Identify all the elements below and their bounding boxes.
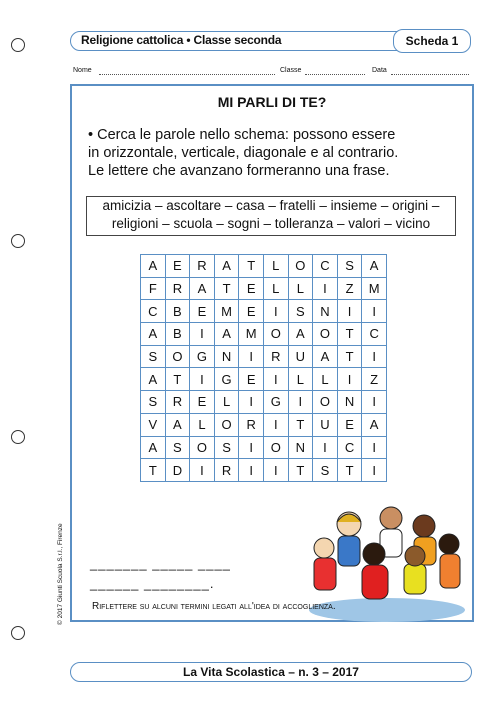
binder-hole-3 — [11, 430, 25, 444]
grid-cell[interactable]: S — [288, 300, 313, 323]
grid-cell[interactable]: A — [214, 255, 239, 278]
grid-cell[interactable]: A — [313, 345, 338, 368]
grid-cell[interactable]: R — [263, 345, 288, 368]
grid-cell[interactable]: A — [362, 413, 387, 436]
grid-cell[interactable]: O — [165, 345, 190, 368]
grid-row — [141, 300, 387, 323]
grid-cell[interactable]: G — [263, 391, 288, 414]
grid-cell[interactable]: L — [190, 413, 215, 436]
grid-cell[interactable]: C — [313, 255, 338, 278]
grid-cell[interactable]: D — [165, 459, 190, 482]
grid-cell[interactable]: I — [263, 459, 288, 482]
grid-cell[interactable]: C — [141, 300, 166, 323]
grid-cell[interactable]: A — [362, 255, 387, 278]
grid-cell[interactable]: A — [141, 436, 166, 459]
grid-cell[interactable]: N — [313, 300, 338, 323]
grid-cell[interactable]: T — [337, 323, 362, 346]
grid-cell[interactable]: I — [362, 436, 387, 459]
grid-cell[interactable]: O — [263, 436, 288, 459]
header-bar — [70, 31, 470, 51]
instructions — [88, 126, 458, 180]
grid-cell[interactable]: E — [337, 413, 362, 436]
grid-cell[interactable]: L — [288, 277, 313, 300]
grid-cell[interactable]: I — [190, 459, 215, 482]
grid-row — [141, 391, 387, 414]
grid-row — [141, 277, 387, 300]
instruction-line: Le lettere che avanzano formeranno una frase. — [88, 163, 390, 179]
grid-cell[interactable]: O — [263, 323, 288, 346]
grid-cell[interactable]: R — [190, 255, 215, 278]
subject-label: Religione cattolica • Classe seconda — [81, 33, 282, 47]
grid-cell[interactable]: I — [190, 368, 215, 391]
grid-cell[interactable]: I — [263, 300, 288, 323]
grid-cell[interactable]: B — [165, 300, 190, 323]
grid-cell[interactable]: T — [288, 413, 313, 436]
date-field[interactable] — [391, 74, 469, 75]
grid-row — [141, 323, 387, 346]
grid-cell[interactable]: E — [239, 368, 264, 391]
grid-cell[interactable]: R — [239, 413, 264, 436]
grid-cell[interactable]: F — [141, 277, 166, 300]
name-field[interactable] — [99, 74, 275, 75]
grid-cell[interactable]: S — [337, 255, 362, 278]
grid-cell[interactable]: M — [214, 300, 239, 323]
grid-cell[interactable]: S — [141, 345, 166, 368]
grid-cell[interactable]: N — [214, 345, 239, 368]
class-label: Classe — [280, 67, 302, 74]
grid-cell[interactable]: A — [214, 323, 239, 346]
grid-row — [141, 368, 387, 391]
grid-cell[interactable]: O — [214, 413, 239, 436]
grid-cell[interactable]: T — [239, 255, 264, 278]
grid-row — [141, 345, 387, 368]
word-list-line: religioni – scuola – sogni – tolleranza – valori – vicino — [111, 216, 431, 231]
grid-cell[interactable]: O — [288, 255, 313, 278]
grid-cell[interactable]: S — [214, 436, 239, 459]
grid-row — [141, 436, 387, 459]
binder-hole-2 — [11, 234, 25, 248]
grid-cell[interactable]: A — [165, 413, 190, 436]
grid-cell[interactable]: R — [165, 277, 190, 300]
grid-cell[interactable]: L — [263, 277, 288, 300]
grid-cell[interactable]: L — [313, 368, 338, 391]
grid-cell[interactable]: I — [190, 323, 215, 346]
grid-cell[interactable]: U — [313, 413, 338, 436]
grid-cell[interactable]: E — [239, 277, 264, 300]
grid-cell[interactable]: T — [288, 459, 313, 482]
grid-cell[interactable]: C — [337, 436, 362, 459]
grid-cell[interactable]: R — [165, 391, 190, 414]
class-field[interactable] — [305, 74, 365, 75]
grid-cell[interactable]: T — [337, 459, 362, 482]
grid-cell[interactable]: I — [263, 368, 288, 391]
grid-cell[interactable]: I — [362, 459, 387, 482]
grid-cell[interactable]: E — [165, 255, 190, 278]
instruction-line: • Cerca le parole nello schema: possono essere — [88, 127, 396, 143]
grid-cell[interactable]: A — [190, 277, 215, 300]
grid-cell[interactable]: L — [214, 391, 239, 414]
grid-cell[interactable]: T — [214, 277, 239, 300]
word-list-line: amicizia – ascoltare – casa – fratelli – insieme – origini – — [102, 198, 440, 213]
worksheet-frame — [70, 84, 474, 622]
footer-bar: La Vita Scolastica – n. 3 – 2017 — [70, 662, 472, 682]
grid-cell[interactable]: N — [337, 391, 362, 414]
grid-cell[interactable]: N — [288, 436, 313, 459]
grid-cell[interactable]: I — [337, 300, 362, 323]
answer-line: _______ _____ ____ — [90, 556, 231, 571]
grid-cell[interactable]: A — [141, 323, 166, 346]
grid-cell[interactable]: I — [239, 391, 264, 414]
grid-cell[interactable]: M — [239, 323, 264, 346]
grid-cell[interactable]: I — [313, 436, 338, 459]
grid-cell[interactable]: G — [214, 368, 239, 391]
grid-row — [141, 413, 387, 436]
grid-row — [141, 255, 387, 278]
grid-cell[interactable]: S — [165, 436, 190, 459]
grid-cell[interactable]: I — [263, 413, 288, 436]
grid-cell[interactable]: I — [288, 391, 313, 414]
grid-cell[interactable]: U — [288, 345, 313, 368]
grid-cell[interactable]: M — [362, 277, 387, 300]
binder-hole-1 — [11, 38, 25, 52]
word-list-box — [86, 196, 456, 236]
reflection-note: Riflettere su alcuni termini legati all'idea di accoglienza. — [92, 601, 336, 612]
grid-cell[interactable]: O — [190, 436, 215, 459]
grid-cell[interactable]: T — [165, 368, 190, 391]
grid-cell[interactable]: L — [263, 255, 288, 278]
grid-cell[interactable]: Z — [362, 368, 387, 391]
answer-line: ______ ________. — [90, 576, 215, 591]
grid-row — [141, 459, 387, 482]
grid-cell[interactable]: A — [288, 323, 313, 346]
instruction-line: in orizzontale, verticale, diagonale e al contrario. — [88, 145, 399, 161]
grid-cell[interactable]: Z — [337, 277, 362, 300]
grid-cell[interactable]: I — [362, 391, 387, 414]
grid-cell[interactable]: T — [141, 459, 166, 482]
sheet-tab: Scheda 1 — [393, 29, 471, 53]
grid-cell[interactable]: V — [141, 413, 166, 436]
copyright: © 2017 Giunti Scuola S.r.l., Firenze — [57, 523, 64, 625]
grid-cell[interactable]: I — [239, 436, 264, 459]
grid-cell[interactable]: B — [165, 323, 190, 346]
grid-cell[interactable]: O — [313, 391, 338, 414]
grid-cell[interactable]: I — [362, 345, 387, 368]
grid-cell[interactable]: E — [239, 300, 264, 323]
grid-cell[interactable]: I — [239, 459, 264, 482]
word-search-grid — [140, 254, 387, 482]
grid-cell[interactable]: I — [362, 300, 387, 323]
grid-cell[interactable]: C — [362, 323, 387, 346]
name-label: Nome — [73, 67, 92, 74]
grid-cell[interactable]: R — [214, 459, 239, 482]
grid-cell[interactable]: A — [141, 255, 166, 278]
grid-cell[interactable]: L — [288, 368, 313, 391]
grid-cell[interactable]: O — [313, 323, 338, 346]
grid-cell[interactable]: S — [313, 459, 338, 482]
grid-cell[interactable]: A — [141, 368, 166, 391]
grid-cell[interactable]: G — [190, 345, 215, 368]
grid-cell[interactable]: T — [337, 345, 362, 368]
answer-blanks[interactable] — [90, 554, 231, 594]
grid-cell[interactable]: I — [337, 368, 362, 391]
grid-cell[interactable]: E — [190, 391, 215, 414]
grid-cell[interactable]: E — [190, 300, 215, 323]
grid-cell[interactable]: I — [239, 345, 264, 368]
page-title: MI PARLI DI TE? — [217, 94, 327, 110]
binder-hole-4 — [11, 626, 25, 640]
date-label: Data — [372, 67, 387, 74]
grid-cell[interactable]: I — [313, 277, 338, 300]
grid-cell[interactable]: S — [141, 391, 166, 414]
